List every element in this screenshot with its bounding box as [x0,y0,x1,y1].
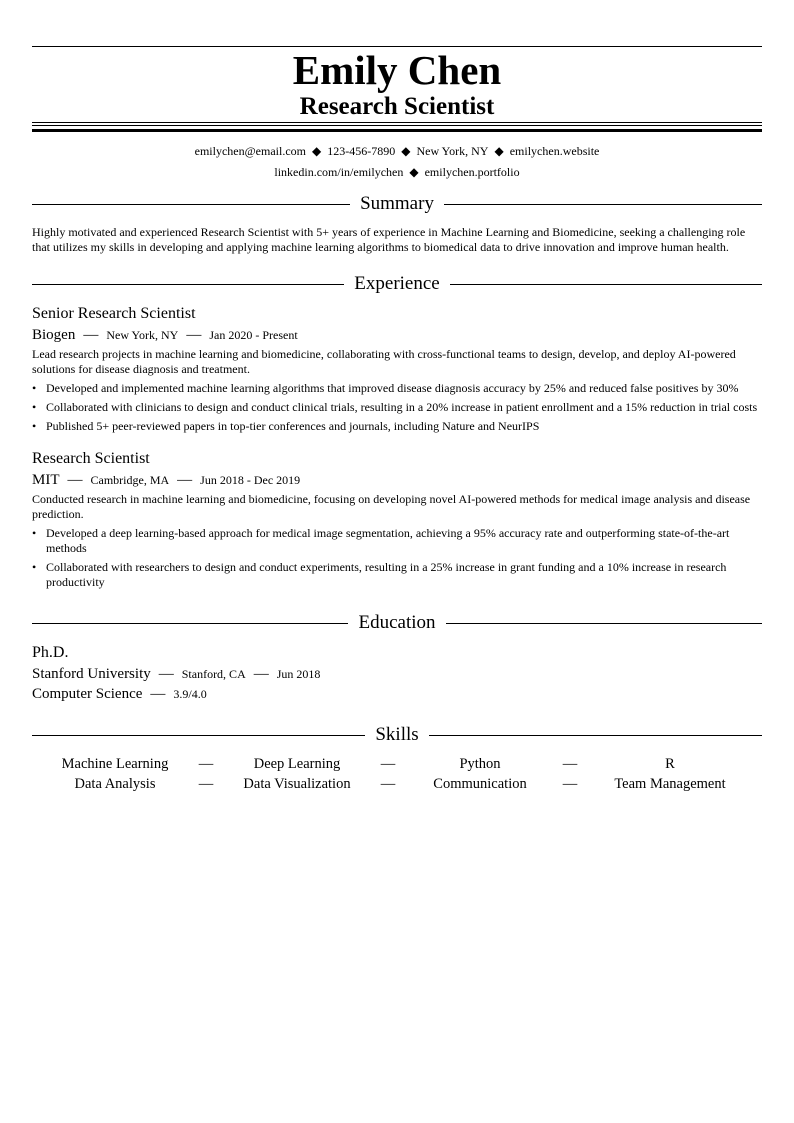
skill-separator: — [380,756,396,772]
dash-separator: — [150,686,166,702]
job-bullet [32,400,762,415]
education-heading [32,611,762,635]
field-of-study: Computer Science [32,686,143,702]
contact-location: New York, NY [416,144,489,158]
school-meta [32,664,762,684]
summary-heading-label: Summary [360,193,434,214]
graduation-date: Jun 2018 [276,667,321,681]
header-rule-2 [32,125,762,126]
skill-item: Communication [433,776,527,792]
job-location: New York, NY [106,328,179,342]
dash-separator: — [158,666,174,682]
skill-item: Deep Learning [253,756,341,772]
heading-rule [32,204,350,205]
job-bullet [32,419,762,434]
bullet-icon: • [32,560,37,574]
skill-item: Data Analysis [74,776,156,792]
job-bullet [32,526,762,556]
job-role: Research Scientist [32,450,150,467]
dash-separator: — [177,472,193,488]
contact-email[interactable]: emilychen@email.com [194,144,306,158]
diamond-separator-icon: ◆ [494,144,504,158]
bullet-icon: • [32,526,37,540]
summary-text: Highly motivated and experienced Research Scientist with 5+ years of experience in Machine Learning and Biomedicine, seeking a challenging role that utilizes my skills in developing and applying machine learning algorithms to biomedical data to drive innovation and improve human health. [32,225,746,254]
job-meta [32,325,762,345]
job-meta [32,470,762,490]
bullet-text: Collaborated with researchers to design and conduct experiments, resulting in a 25% increase in grant funding and a 10% increase in research productivity [46,560,727,589]
skill-item: Python [459,756,501,772]
bullet-text: Developed and implemented machine learning algorithms that improved disease diagnosis accuracy by 25% and reduced false positives by 30% [46,381,739,395]
skills-row [32,754,762,774]
summary-heading [32,192,762,216]
heading-rule [444,204,762,205]
contact-website[interactable]: emilychen.website [509,144,600,158]
diamond-separator-icon: ◆ [312,144,322,158]
dash-separator: — [186,327,202,343]
gpa: 3.9/4.0 [173,687,207,701]
field-meta [32,684,762,704]
bullet-text: Collaborated with clinicians to design and conduct clinical trials, resulting in a 20% increase in patient enrollment and a 15% reduction in trial costs [46,400,758,414]
heading-rule [429,735,762,736]
contact-line-2 [32,164,762,180]
bullet-icon: • [32,400,37,414]
heading-rule [32,735,365,736]
skills-heading-label: Skills [375,724,419,745]
skills-row [32,774,762,794]
contact-line-1 [32,143,762,159]
heading-rule [450,284,762,285]
job-dates: Jun 2018 - Dec 2019 [200,473,301,487]
contact-phone[interactable]: 123-456-7890 [327,144,396,158]
diamond-separator-icon: ◆ [409,165,419,179]
job-company: MIT [32,472,60,488]
skill-item: Machine Learning [61,756,169,772]
header-rule-1 [32,122,762,123]
job-description: Lead research projects in machine learning and biomedicine, collaborating with cross-functional teams to design, develop, and deploy AI-powered solutions for disease diagnosis and treatment. [32,347,736,376]
job-role: Senior Research Scientist [32,305,196,322]
experience-heading [32,272,762,296]
skill-item: Team Management [614,776,726,792]
skill-item: Data Visualization [243,776,351,792]
dash-separator: — [67,472,83,488]
job-company: Biogen [32,327,76,343]
job-bullet [32,560,762,590]
bullet-text: Developed a deep learning-based approach for medical image segmentation, achieving a 95% accuracy rate and outperforming state-of-the-art methods [46,526,730,555]
heading-rule [32,284,344,285]
contact-portfolio[interactable]: emilychen.portfolio [424,165,520,179]
heading-rule [32,623,348,624]
candidate-title: Research Scientist [299,93,495,120]
dash-separator: — [83,327,99,343]
job-location: Cambridge, MA [90,473,170,487]
school-name: Stanford University [32,666,151,682]
candidate-name: Emily Chen [292,47,502,93]
skill-separator: — [562,776,578,792]
contact-linkedin[interactable]: linkedin.com/in/emilychen [274,165,404,179]
skill-separator: — [198,776,214,792]
bullet-text: Published 5+ peer-reviewed papers in top-tier conferences and journals, including Nature and NeurIPS [46,419,540,433]
skill-separator: — [380,776,396,792]
job-dates: Jan 2020 - Present [209,328,298,342]
education-heading-label: Education [358,612,436,633]
skill-separator: — [198,756,214,772]
diamond-separator-icon: ◆ [401,144,411,158]
dash-separator: — [253,666,269,682]
bullet-icon: • [32,419,37,433]
bullet-icon: • [32,381,37,395]
job-bullet [32,381,762,396]
school-location: Stanford, CA [181,667,246,681]
skills-heading [32,723,762,747]
job-description: Conducted research in machine learning and biomedicine, focusing on developing novel AI-powered methods for medical image analysis and disease prediction. [32,492,751,521]
heading-rule [446,623,762,624]
skill-separator: — [562,756,578,772]
header-rule-3 [32,129,762,132]
experience-heading-label: Experience [354,273,440,294]
skill-item: R [665,756,675,772]
degree: Ph.D. [32,644,69,661]
